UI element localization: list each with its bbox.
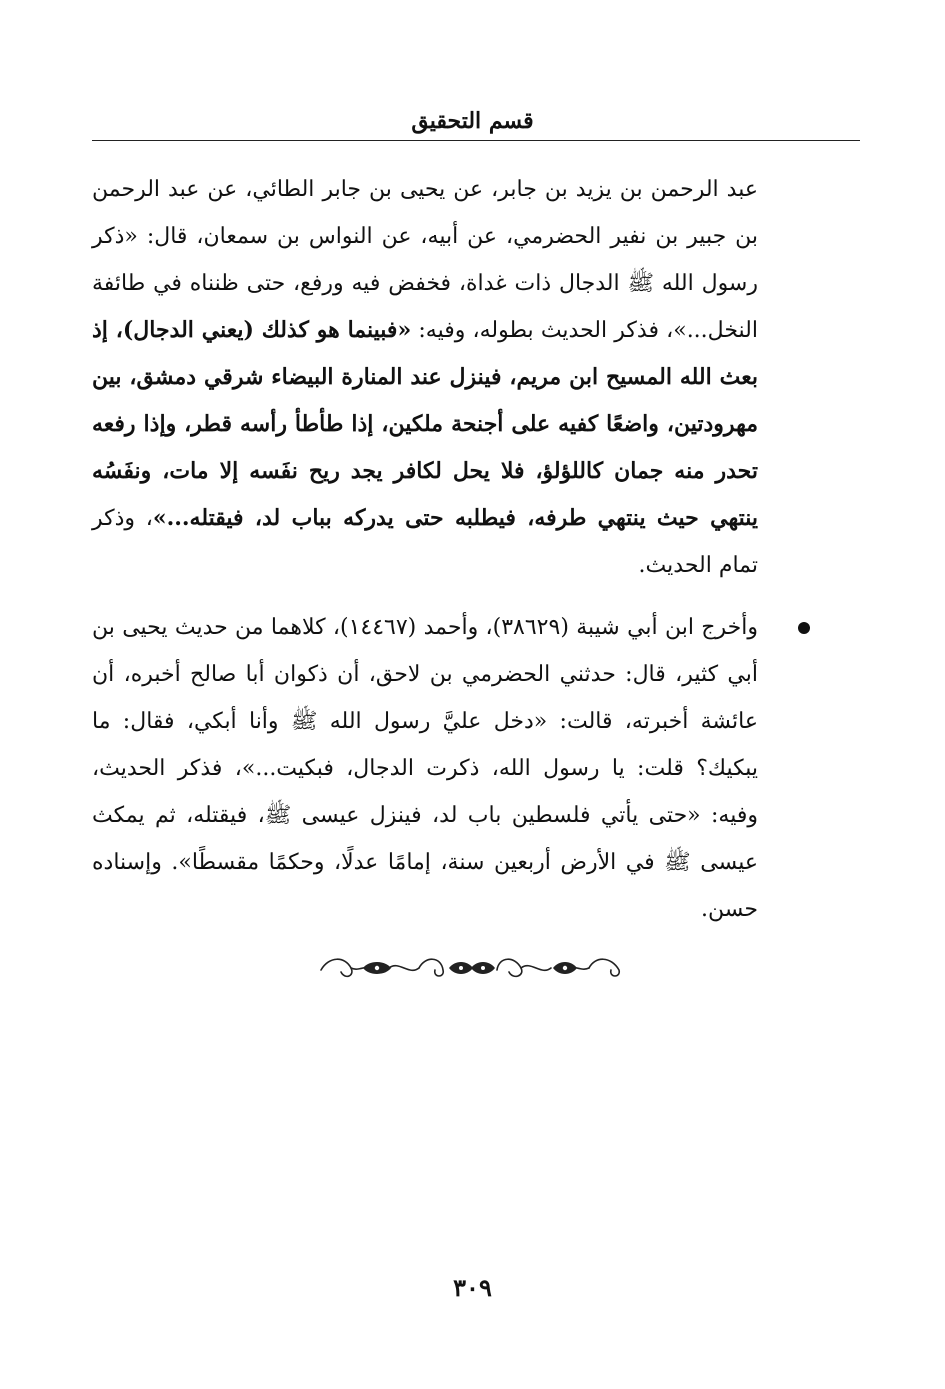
paragraph-takhrij	[92, 604, 758, 933]
floral-divider-ornament-icon	[315, 948, 625, 988]
bullet-dot-icon	[798, 622, 810, 634]
hadith-quote-bold: «فبينما هو كذلك (يعني الدجال)، إذ بعث الله المسيح ابن مريم، فينزل عند المنارة البيضاء شرقي دمشق، بين مهرودتين، واضعًا كفيه على أجنحة ملكين، إذا طأطأ رأسه قطر، وإذا رفعه تحدر منه جمان كاللؤلؤ، فلا يحل لكافر يجد ريح نفَسه إلا مات، ونفَسُه ينتهي حيث ينتهي طرفه، فيطلبه حتى يدركه بباب لد، فيقتله...»	[92, 317, 758, 531]
header-divider	[92, 140, 860, 141]
paragraph-hadith-narration	[92, 166, 758, 589]
page-number: ٣٠٩	[453, 1273, 492, 1302]
paragraph-outro-text: ، وذكر تمام الحديث.	[92, 506, 758, 578]
paragraph-takhrij-text: وأخرج ابن أبي شيبة (٣٨٦٢٩)، وأحمد (١٤٤٦٧)، كلاهما من حديث يحيى بن أبي كثير، قال: حدثني الحضرمي بن لاحق، أن ذكوان أبا صالح أخبره، أن عائشة أخبرته، قالت: «دخل عليَّ رسول الله ﷺ وأنا أبكي، فقال: ما يبكيك؟ قلت: يا رسول الله، ذكرت الدجال، فبكيت...»، فذكر الحديث، وفيه: «حتى يأتي فلسطين باب لد، فينزل عيسى ﷺ، فيقتله، ثم يمكث عيسى ﷺ في الأرض أربعين سنة، إمامًا عدلًا، وحكمًا مقسطًا». وإسناده حسن.	[92, 615, 758, 922]
paragraph-intro-text: عبد الرحمن بن يزيد بن جابر، عن يحيى بن جابر الطائي، عن عبد الرحمن بن جبير بن نفير الحضرمي، عن أبيه، عن النواس بن سمعان، قال: «ذكر رسول الله ﷺ الدجال ذات غداة، فخفض فيه ورفع، حتى ظنناه في طائفة النخل...»، فذكر الحديث بطوله، وفيه:	[92, 177, 758, 343]
page-header-title: قسم التحقيق	[411, 108, 534, 134]
